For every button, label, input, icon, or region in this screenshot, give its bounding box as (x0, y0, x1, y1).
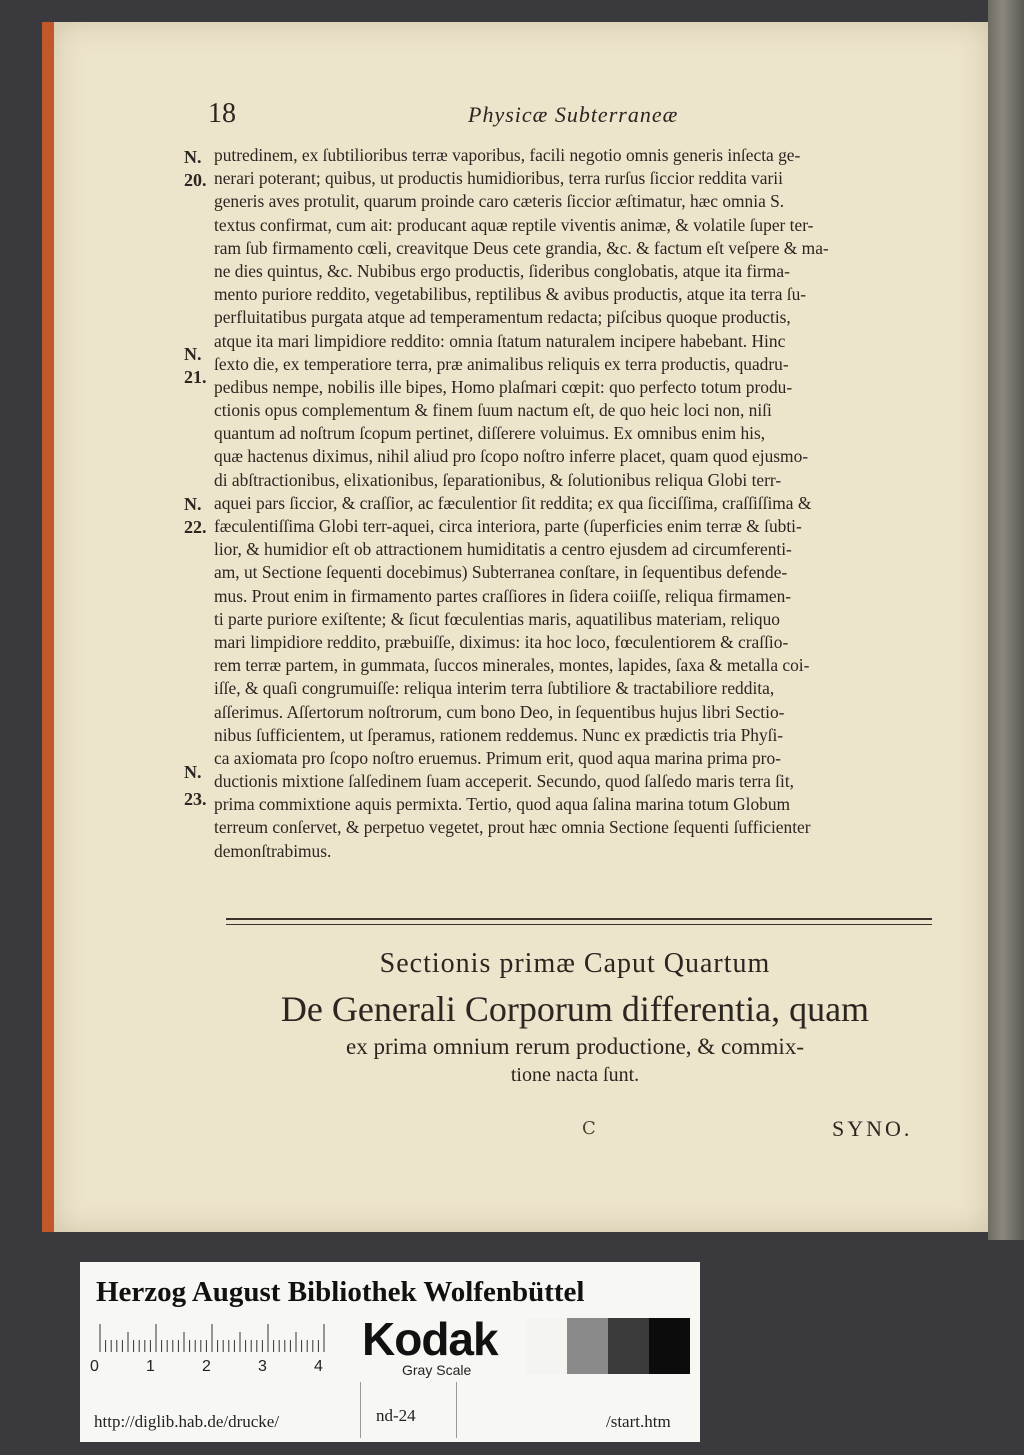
body-text (214, 144, 936, 863)
text-line: lior, & humidior eſt ob attractionem humiditatis a centro ejusdem ad circumferenti- (214, 539, 792, 560)
text-line: nerari poterant; quibus, ut productis humidioribus, terra rurſus ſiccior reddita varii (214, 168, 783, 189)
text-line: putredinem, ex ſubtilioribus terræ vaporibus, facili negotio omnis generis inſecta ge- (214, 145, 801, 165)
margin-note: 21. (184, 367, 207, 387)
margin-note: N. (184, 762, 202, 782)
url-prefix: http://diglib.hab.de/drucke/ (94, 1412, 280, 1431)
text-line: aquei pars ſiccior, & craſſior, ac fæculentior ſit reddita; ex qua ſicciſſima, craſſiſſima & (214, 492, 812, 513)
text-line: rem terræ partem, in gummata, ſuccos minerales, montes, lapides, ſaxa & metalla coi- (214, 655, 810, 676)
margin-note: N. (184, 147, 202, 167)
ruler-number: 4 (314, 1358, 323, 1375)
swatch-gray (567, 1318, 608, 1374)
catchword: SYNO. (832, 1116, 913, 1141)
running-head: Physicæ Subterraneæ (468, 102, 679, 127)
page-number: 18 (208, 98, 236, 129)
text-line: quæ hactenus diximus, nihil aliud pro ſcopo noſtro inferre placet, quam quod ejusmo- (214, 446, 809, 467)
chapter-heading-subtitle-end: tione nacta ſunt. (510, 1064, 640, 1086)
library-label (80, 1262, 700, 1442)
chapter-heading-title: De Generali Corporum differentia, quam (280, 989, 870, 1029)
text-line: perfluitatibus purgata atque ad temperamentum redacta; piſcibus quoque productis, (214, 307, 791, 328)
section-rule (226, 918, 932, 925)
url-suffix: /start.htm (606, 1412, 671, 1431)
text-line: ſexto die, ex temperatiore terra, præ animalibus reliquis ex terra productis, quadru- (214, 353, 789, 374)
text-line: mus. Prout enim in firmamento partes craſſiores in ſidera coiiſſe, reliqua firmamen- (214, 585, 792, 606)
scan-edge (988, 0, 1024, 1240)
swatch-black (649, 1318, 690, 1374)
text-line: ne dies quintus, &c. Nubibus ergo productis, ſideribus conglobatis, atque ita firma- (214, 260, 790, 281)
text-line: mari limpidiore reddito, præbuiſſe, diximus: ita hoc loco, fœculentiorem & craſſio- (214, 631, 789, 652)
text-line: generis aves protulit, quarum proinde caro cæteris ſiccior æſtimatur, hæc omnia S. (214, 191, 785, 212)
text-line: prima commixtione aquis permixta. Tertio, quod aqua ſalina marina totum Globum (214, 794, 791, 815)
ruler-number: 3 (258, 1358, 267, 1375)
gray-scale-label: Gray Scale (402, 1362, 472, 1378)
margin-note: N. (184, 494, 202, 514)
text-line: ti parte puriore exiſtente; & ſicut fœculentias maris, aquatilibus materiam, reliquo (214, 608, 780, 629)
label-divider (360, 1382, 361, 1438)
ruler-scale (96, 1322, 346, 1352)
kodak-logo: Kodak (362, 1313, 498, 1365)
margin-note: 20. (184, 170, 207, 190)
swatch-dark (608, 1318, 649, 1374)
swatch-white (526, 1318, 567, 1374)
margin-note: N. (184, 344, 202, 364)
margin-note: 22. (184, 517, 207, 537)
text-line: nibus ſufficientem, ut ſperamus, rationem reddemus. Nunc ex prædictis tria Phyſi- (214, 724, 784, 745)
text-line: ductionis mixtione ſalſedinem ſuam acceperit. Secundo, quod ſalſedo maris terra ſit, (214, 771, 795, 792)
text-line: quantum ad noſtrum ſcopum pertinet, diſſerere voluimus. Ex omnibus enim his, (214, 423, 766, 444)
text-line: fæculentiſſima Globi terr-aquei, circa interiora, parte (ſuperficies enim terræ & ſubti- (214, 516, 802, 536)
text-line: aſſerimus. Aſſertorum noſtrorum, cum bono Deo, in ſequentibus hujus libri Sectio- (214, 701, 785, 722)
label-divider (456, 1382, 457, 1438)
text-line: mento puriore reddito, vegetabilibus, reptilibus & avibus productis, atque ita terra ſu- (214, 284, 807, 305)
margin-note: 23. (184, 789, 207, 809)
page-header (168, 90, 898, 130)
text-line: pedibus nempe, nobilis ille bipes, Homo plaſmari cœpit: quo perfecto totum produ- (214, 376, 793, 397)
library-name: Herzog August Bibliothek Wolfenbüttel (96, 1276, 585, 1308)
gray-scale-swatches (526, 1318, 690, 1374)
chapter-heading-subtitle: ex prima omnium rerum productione, & commix- (346, 1034, 804, 1059)
ruler-number: 1 (146, 1358, 155, 1375)
text-line: ca axiomata pro ſcopo noſtro eruemus. Primum erit, quod aqua marina prima pro- (214, 747, 781, 768)
ruler-number: 0 (90, 1358, 99, 1375)
text-line: ram ſub firmamento cœli, creavitque Deus cete grandia, &c. & factum eſt veſpere & ma- (214, 237, 829, 258)
text-line: ctionis opus complementum & finem ſuum nactum eſt, de quo heic loci non, niſi (214, 400, 772, 421)
chapter-heading-section: Sectionis primæ Caput Quartum (379, 948, 771, 979)
text-line: di abſtractionibus, elixationibus, ſeparationibus, & ſolutionibus reliqua Globi terr- (214, 469, 782, 490)
signature-mark: C (582, 1118, 596, 1139)
text-line: terreum conſervet, & perpetuo vegetet, prout hæc omnia Sectione ſequenti ſufficienter (214, 817, 811, 838)
ruler-number: 2 (202, 1358, 211, 1375)
text-line: atque ita mari limpidiore reddito: omnia ſtatum naturalem incipere habebant. Hinc (214, 330, 786, 351)
text-line: am, ut Sectione ſequenti docebimus) Subterranea conſtare, in ſequentibus defende- (214, 562, 788, 583)
text-line: iſſe, & quaſi congrumuiſſe: reliqua interim terra ſubtiliore & tractabiliore reddita, (214, 678, 775, 699)
text-line: textus confirmat, cum ait: producant aquæ reptile viventis animæ, & volatile ſuper ter- (214, 214, 814, 235)
ruler-numbers (90, 1358, 350, 1382)
text-line: demonſtrabimus. (214, 840, 332, 861)
shelfmark: nd-24 (376, 1406, 416, 1425)
